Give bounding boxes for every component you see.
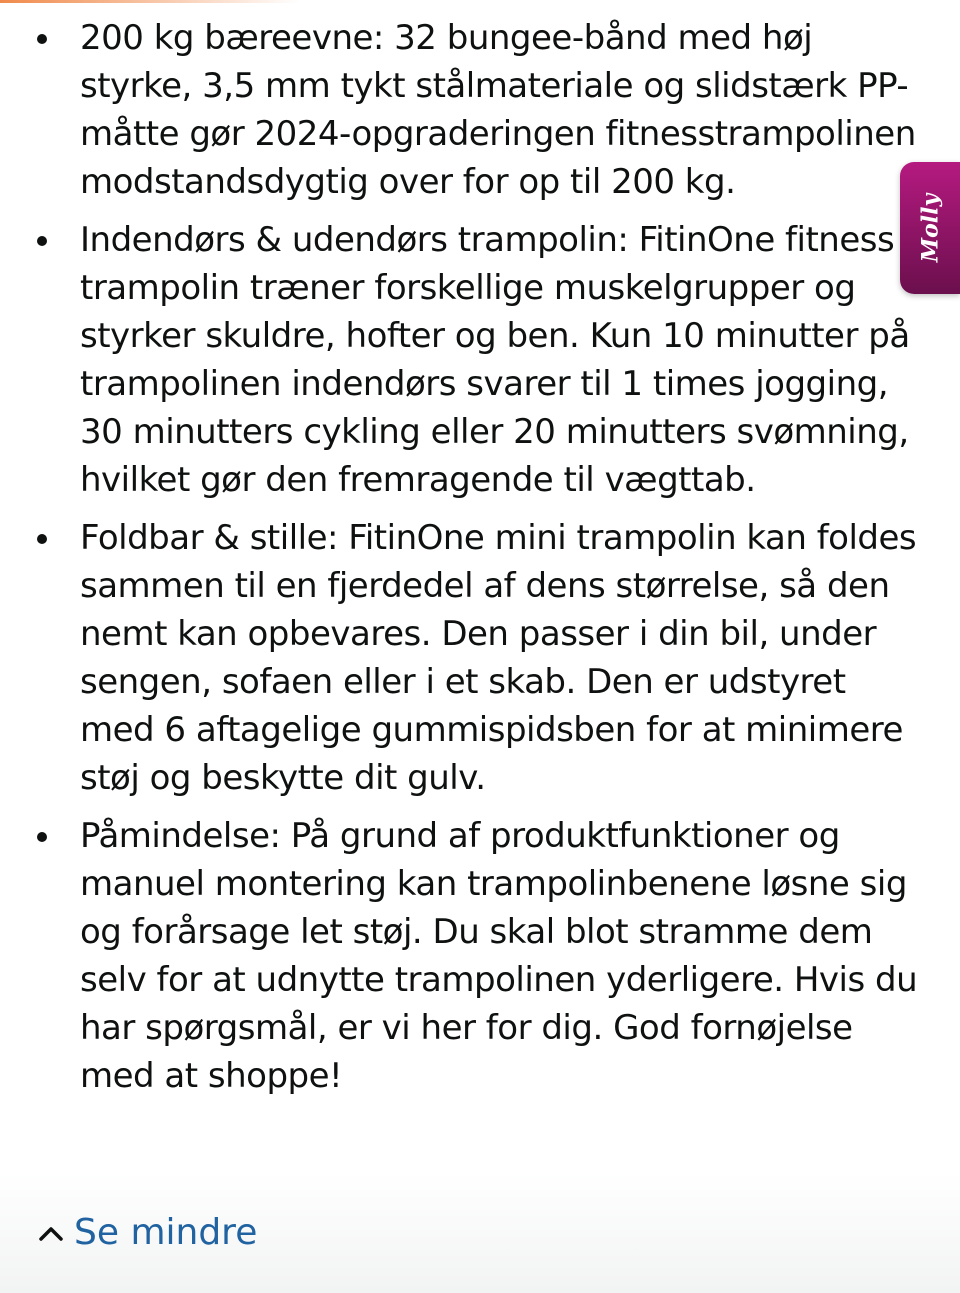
feature-text: Påmindelse: På grund af produktfunktioner og manuel montering kan trampolinbenene løsne sig og forårsage let støj. Du skal blot stramme dem selv for at udnytte trampolinen yderligere. Hvis du har spørgsmål, er vi her for dig. God fornøjelse med at shoppe! [80, 816, 918, 1096]
feature-item-reminder [0, 812, 960, 1100]
chevron-up-icon [36, 1218, 66, 1248]
molly-tab-label: Molly [917, 193, 943, 263]
top-accent-line [0, 0, 300, 3]
feature-bullet-list [0, 14, 960, 1110]
see-less-label: Se mindre [74, 1212, 258, 1253]
bullet-icon [37, 34, 47, 44]
see-less-link[interactable] [36, 1212, 257, 1253]
bullet-icon [37, 236, 47, 246]
feature-text: 200 kg bæreevne: 32 bungee-bånd med høj styrke, 3,5 mm tykt stålmateriale og slidstærk PP-måtte gør 2024-opgraderingen fitnesstrampolinen modstandsdygtig over for op til 200 kg. [80, 18, 916, 202]
bullet-icon [37, 534, 47, 544]
feature-item-load-capacity [0, 14, 960, 206]
feature-text: Foldbar & stille: FitinOne mini trampolin kan foldes sammen til en fjerdedel af dens størrelse, så den nemt kan opbevares. Den passer i din bil, under sengen, sofaen eller i et skab. Den er udstyret med 6 aftagelige gummispidsben for at minimere støj og beskytte dit gulv. [80, 518, 917, 798]
feature-item-indoor-outdoor [0, 216, 960, 504]
bullet-icon [37, 832, 47, 842]
feature-item-foldable [0, 514, 960, 802]
feature-text: Indendørs & udendørs trampolin: FitinOne fitness trampolin træner forskellige muskelgrupper og styrker skuldre, hofter og ben. Kun 10 minutter på trampolinen indendørs svarer til 1 times jogging, 30 minutters cykling eller 20 minutters svømning, hvilket gør den fremragende til vægttab. [80, 220, 910, 500]
molly-side-tab[interactable] [900, 162, 960, 294]
